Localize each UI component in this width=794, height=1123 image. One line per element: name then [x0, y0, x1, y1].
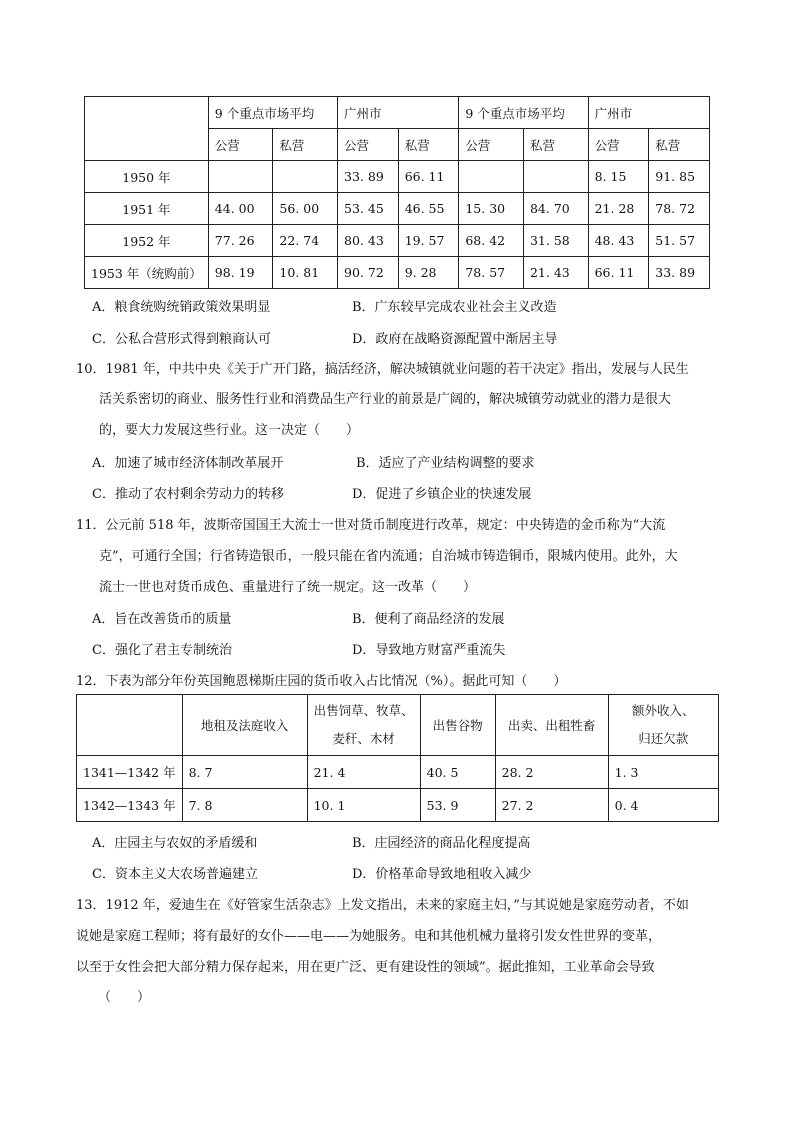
- q12-option-b[interactable]: B．庄园经济的商品化程度提高: [352, 836, 531, 851]
- data-cell: [459, 161, 524, 193]
- q13-stem-line2: 说她是家庭工程师；将有最好的女仆——电——为她服务。电和其他机械力量将引发女性世界的变革，: [76, 929, 662, 944]
- manor-income-table: [76, 694, 719, 822]
- q10-stem-line1: 10．1981 年，中共中央《关于广开门路，搞活经济，解决城镇就业问题的若干决定》指出，发展与人民生: [76, 362, 689, 377]
- table-row: [85, 225, 710, 257]
- subheader-cell: 公营: [338, 129, 399, 161]
- subheader-cell: 公营: [588, 129, 649, 161]
- data-cell: 78. 72: [649, 193, 710, 225]
- data-cell: 0. 4: [608, 789, 718, 822]
- q13-stem-line3: 以至于女性会把大部分精力保存起来，用在更广泛、更有建设性的领域”。据此推知，工业革命会导致: [76, 960, 655, 975]
- data-cell: 33. 89: [649, 257, 710, 289]
- data-cell: 8. 7: [182, 756, 307, 789]
- table-row: [77, 756, 719, 789]
- subheader-cell: 私营: [398, 129, 459, 161]
- data-cell: 66. 11: [588, 257, 649, 289]
- header-group-a: 9 个重点市场平均: [208, 97, 337, 129]
- q9-option-d[interactable]: D．政府在战略资源配置中渐居主导: [352, 332, 558, 347]
- year-cell: 1951 年: [85, 193, 209, 225]
- data-cell: 19. 57: [398, 225, 459, 257]
- data-cell: 66. 11: [398, 161, 459, 193]
- q12-stem-line1: 12．下表为部分年份英国鲍恩梯斯庄园的货币收入占比情况（%）。据此可知（ ）: [76, 674, 567, 689]
- market-share-table: [84, 96, 710, 289]
- q12-option-c[interactable]: C．资本主义大农场普遍建立: [92, 867, 258, 882]
- data-cell: [273, 161, 338, 193]
- data-cell: 7. 8: [182, 789, 307, 822]
- header-extra-line2: 归还欠款: [638, 731, 689, 746]
- data-cell: 31. 58: [523, 225, 588, 257]
- data-cell: 53. 9: [420, 789, 495, 822]
- data-cell: [208, 161, 273, 193]
- data-cell: 27. 2: [495, 789, 608, 822]
- header-group-b: 广州市: [338, 97, 459, 129]
- q11-option-c[interactable]: C．强化了君主专制统治: [92, 643, 232, 658]
- data-cell: 84. 70: [523, 193, 588, 225]
- header-fodder-line1: 出售饲草、牧草、: [313, 703, 414, 718]
- subheader-cell: 私营: [523, 129, 588, 161]
- q11-option-a[interactable]: A．旨在改善货币的质量: [92, 612, 232, 627]
- header-extra-line1: 额外收入、: [632, 703, 695, 718]
- data-cell: 44. 00: [208, 193, 273, 225]
- q10-stem-line3: 的，要大力发展这些行业。这一决定（ ）: [99, 423, 360, 438]
- header-fodder: [307, 695, 420, 756]
- q9-option-b[interactable]: B．广东较早完成农业社会主义改造: [352, 300, 557, 315]
- q11-option-d[interactable]: D．导致地方财富严重流失: [352, 643, 506, 658]
- data-cell: 40. 5: [420, 756, 495, 789]
- data-cell: 48. 43: [588, 225, 649, 257]
- data-cell: 53. 45: [338, 193, 399, 225]
- subheader-cell: 公营: [208, 129, 273, 161]
- q11-stem-line3: 流士一世也对货币成色、重量进行了统一规定。这一改革（ ）: [99, 580, 477, 595]
- q11-stem-line2: 克”，可通行全国；行省铸造银币，一般只能在省内流通；自治城市铸造铜币，限城内使用。此外，大: [99, 549, 678, 564]
- data-cell: 21. 28: [588, 193, 649, 225]
- data-cell: 1. 3: [608, 756, 718, 789]
- data-cell: 22. 74: [273, 225, 338, 257]
- subheader-cell: 私营: [273, 129, 338, 161]
- table-row: [85, 97, 710, 129]
- subheader-cell: 公营: [459, 129, 524, 161]
- table-row: [85, 257, 710, 289]
- data-cell: 9. 28: [398, 257, 459, 289]
- table-row: [77, 695, 719, 756]
- header-grain: 出售谷物: [420, 695, 495, 756]
- q12-option-a[interactable]: A．庄园主与农奴的矛盾缓和: [92, 836, 258, 851]
- table-row: [77, 789, 719, 822]
- data-cell: 51. 57: [649, 225, 710, 257]
- data-cell: 98. 19: [208, 257, 273, 289]
- subheader-cell: 私营: [649, 129, 710, 161]
- data-cell: 33. 89: [338, 161, 399, 193]
- period-cell: 1342—1343 年: [77, 789, 183, 822]
- data-cell: 56. 00: [273, 193, 338, 225]
- q10-stem-line2: 活关系密切的商业、服务性行业和消费品生产行业的前景是广阔的，解决城镇劳动就业的潜力是很大: [99, 392, 672, 407]
- q10-option-a[interactable]: A．加速了城市经济体制改革展开: [92, 456, 284, 471]
- q10-option-b[interactable]: B．适应了产业结构调整的要求: [356, 456, 535, 471]
- data-cell: 78. 57: [459, 257, 524, 289]
- year-cell: 1952 年: [85, 225, 209, 257]
- header-group-d: 广州市: [588, 97, 709, 129]
- data-cell: 80. 43: [338, 225, 399, 257]
- q9-option-a[interactable]: A．粮食统购统销政策效果明显: [92, 300, 271, 315]
- data-cell: 15. 30: [459, 193, 524, 225]
- q11-stem-line1: 11．公元前 518 年，波斯帝国国王大流士一世对货币制度进行改革，规定：中央铸造的金币称为“大流: [76, 518, 666, 533]
- data-cell: 91. 85: [649, 161, 710, 193]
- q10-option-d[interactable]: D．促进了乡镇企业的快速发展: [352, 487, 532, 502]
- q13-stem-line4: （ ）: [98, 990, 151, 1005]
- header-group-c: 9 个重点市场平均: [459, 97, 588, 129]
- q13-stem-line1: 13．1912 年，爱迪生在《好管家生活杂志》上发文指出，未来的家庭主妇，”与其说她是家庭劳动者，不如: [76, 898, 689, 913]
- q9-option-c[interactable]: C．公私合营形式得到粮商认可: [92, 332, 271, 347]
- data-cell: 21. 4: [307, 756, 420, 789]
- q10-option-c[interactable]: C．推动了农村剩余劳动力的转移: [92, 487, 284, 502]
- data-cell: 77. 26: [208, 225, 273, 257]
- data-cell: 28. 2: [495, 756, 608, 789]
- header-livestock: 出卖、出租牲畜: [495, 695, 608, 756]
- header-fodder-line2: 麦秆、木材: [332, 731, 395, 746]
- header-rent: 地租及法庭收入: [182, 695, 307, 756]
- data-cell: [523, 161, 588, 193]
- year-cell: 1950 年: [85, 161, 209, 193]
- data-cell: 90. 72: [338, 257, 399, 289]
- data-cell: 10. 1: [307, 789, 420, 822]
- q12-option-d[interactable]: D．价格革命导致地租收入减少: [352, 867, 532, 882]
- q11-option-b[interactable]: B．便利了商品经济的发展: [352, 612, 505, 627]
- period-cell: 1341—1342 年: [77, 756, 183, 789]
- table-row: [85, 161, 710, 193]
- data-cell: 46. 55: [398, 193, 459, 225]
- data-cell: 68. 42: [459, 225, 524, 257]
- data-cell: 8. 15: [588, 161, 649, 193]
- data-cell: 10. 81: [273, 257, 338, 289]
- year-cell: 1953 年（统购前）: [85, 257, 209, 289]
- data-cell: 21. 43: [523, 257, 588, 289]
- table-corner-cell: [77, 695, 183, 756]
- table-row: [85, 193, 710, 225]
- table-corner-cell: [85, 97, 209, 161]
- header-extra: [608, 695, 718, 756]
